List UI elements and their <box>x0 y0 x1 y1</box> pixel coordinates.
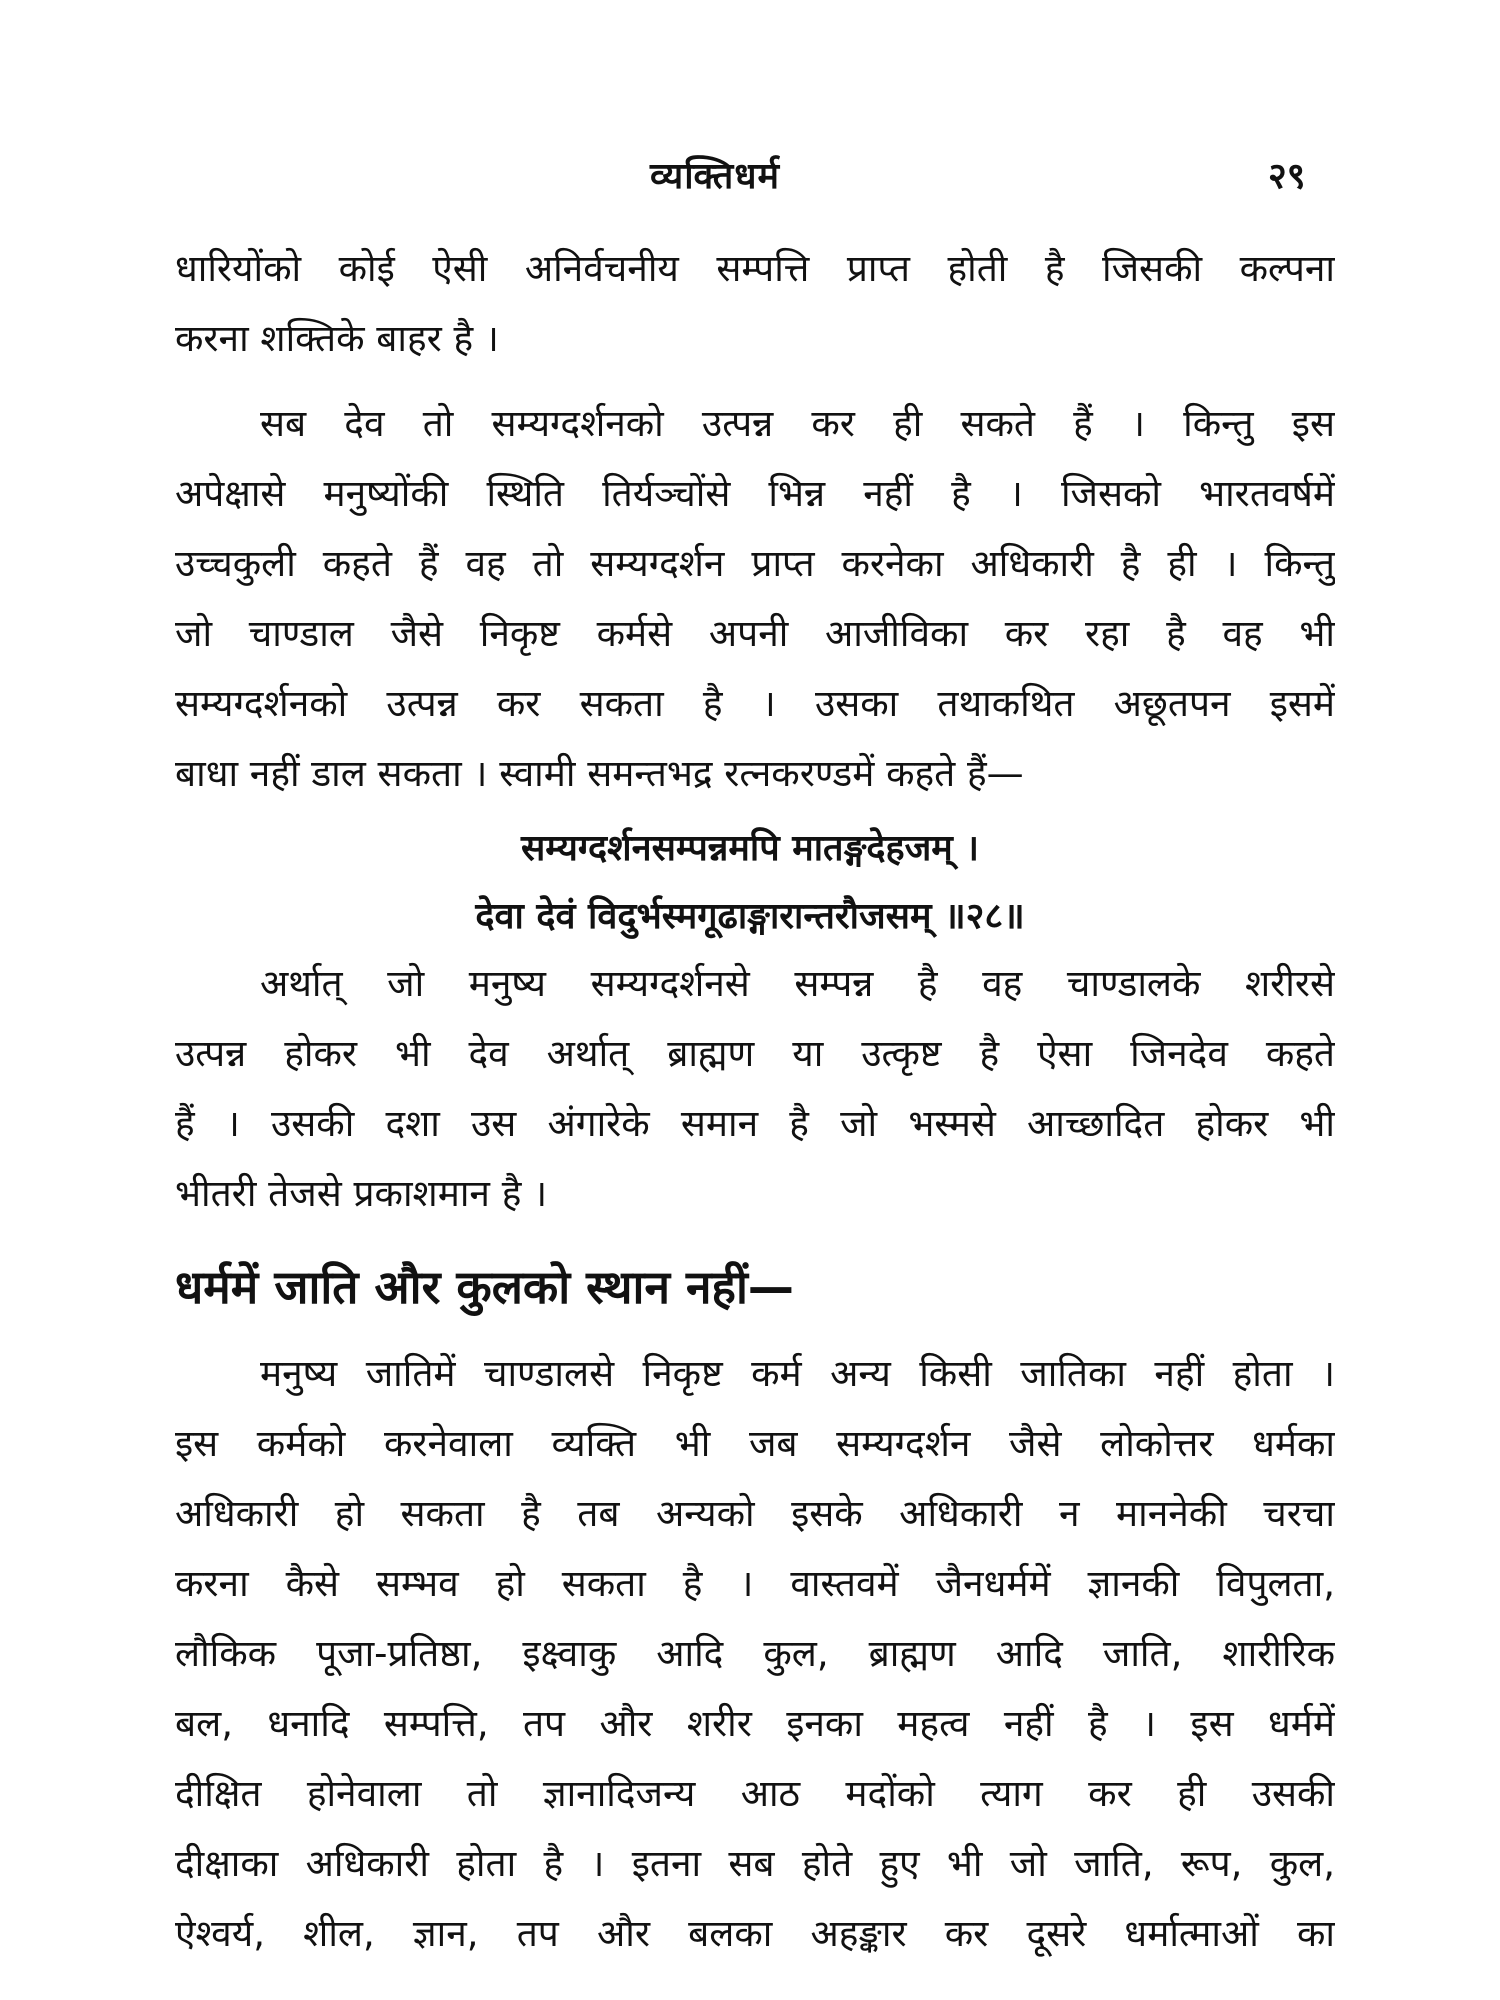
text-line: उच्चकुली कहते हैं वह तो सम्यग्दर्शन प्राप्त करनेका अधिकारी है ही । किन्तु <box>175 542 1335 585</box>
text-line: सम्यग्दर्शनको उत्पन्न कर सकता है । उसका तथाकथित अछूतपन इसमें <box>175 682 1335 725</box>
text-line: दीक्षाका अधिकारी होता है । इतना सब होते हुए भी जो जाति, रूप, कुल, <box>175 1842 1335 1885</box>
text-line: करना कैसे सम्भव हो सकता है । वास्तवमें जैनधर्ममें ज्ञानकी विपुलता, <box>175 1562 1335 1605</box>
text-line: इस कर्मको करनेवाला व्यक्ति भी जब सम्यग्दर्शन जैसे लोकोत्तर धर्मका <box>175 1422 1335 1465</box>
paragraph-devas-and-humans <box>175 395 1335 815</box>
text-line: बाधा नहीं डाल सकता । स्वामी समन्तभद्र रत्नकरण्डमें कहते हैं— <box>175 752 1024 795</box>
page-number: २९ <box>1268 156 1306 197</box>
text-line: सब देव तो सम्यग्दर्शनको उत्पन्न कर ही सकते हैं । किन्तु इस <box>260 402 1335 445</box>
text-line: जो चाण्डाल जैसे निकृष्ट कर्मसे अपनी आजीविका कर रहा है वह भी <box>175 612 1335 655</box>
text-line: ऐश्वर्य, शील, ज्ञान, तप और बलका अहङ्कार कर दूसरे धर्मात्माओं का <box>175 1912 1335 1955</box>
verse-line: सम्यग्दर्शनसम्पन्नमपि मातङ्गदेहजम् । <box>520 828 980 869</box>
text-line: लौकिक पूजा-प्रतिष्ठा, इक्ष्वाकु आदि कुल, ब्राह्मण आदि जाति, शारीरिक <box>175 1632 1335 1675</box>
text-line: दीक्षित होनेवाला तो ज्ञानादिजन्य आठ मदोंको त्याग कर ही उसकी <box>175 1772 1335 1815</box>
running-header <box>0 150 1500 210</box>
paragraph-verse-meaning <box>175 955 1335 1235</box>
text-line: भीतरी तेजसे प्रकाशमान है । <box>175 1172 548 1215</box>
text-line: अपेक्षासे मनुष्योंकी स्थिति तिर्यञ्चोंसे भिन्न नहीं है । जिसको भारतवर्षमें <box>175 472 1335 515</box>
sanskrit-verse <box>0 820 1500 956</box>
text-line: धारियोंको कोई ऐसी अनिर्वचनीय सम्पत्ति प्राप्त होती है जिसकी कल्पना <box>175 247 1335 290</box>
text-line: बल, धनादि सम्पत्ति, तप और शरीर इनका महत्व नहीं है । इस धर्ममें <box>175 1702 1335 1745</box>
text-line: अधिकारी हो सकता है तब अन्यको इसके अधिकारी न माननेकी चरचा <box>175 1492 1335 1535</box>
text-line: मनुष्य जातिमें चाण्डालसे निकृष्ट कर्म अन्य किसी जातिका नहीं होता । <box>260 1352 1335 1395</box>
text-line: करना शक्तिके बाहर है । <box>175 317 499 360</box>
text-line: अर्थात् जो मनुष्य सम्यग्दर्शनसे सम्पन्न है वह चाण्डालके शरीरसे <box>260 962 1335 1005</box>
verse-line: देवा देवं विदुर्भस्मगूढाङ्गारान्तरौजसम् ॥२८॥ <box>475 896 1025 937</box>
running-title: व्यक्तिधर्म <box>650 156 781 197</box>
paragraph-section-body <box>175 1345 1335 1975</box>
section-heading: धर्ममें जाति और कुलको स्थान नहीं— <box>175 1260 794 1314</box>
text-line: उत्पन्न होकर भी देव अर्थात् ब्राह्मण या उत्कृष्ट है ऐसा जिनदेव कहते <box>175 1032 1335 1075</box>
text-line: हैं । उसकी दशा उस अंगारेके समान है जो भस्मसे आच्छादित होकर भी <box>175 1102 1335 1145</box>
paragraph-continuation <box>175 240 1335 380</box>
